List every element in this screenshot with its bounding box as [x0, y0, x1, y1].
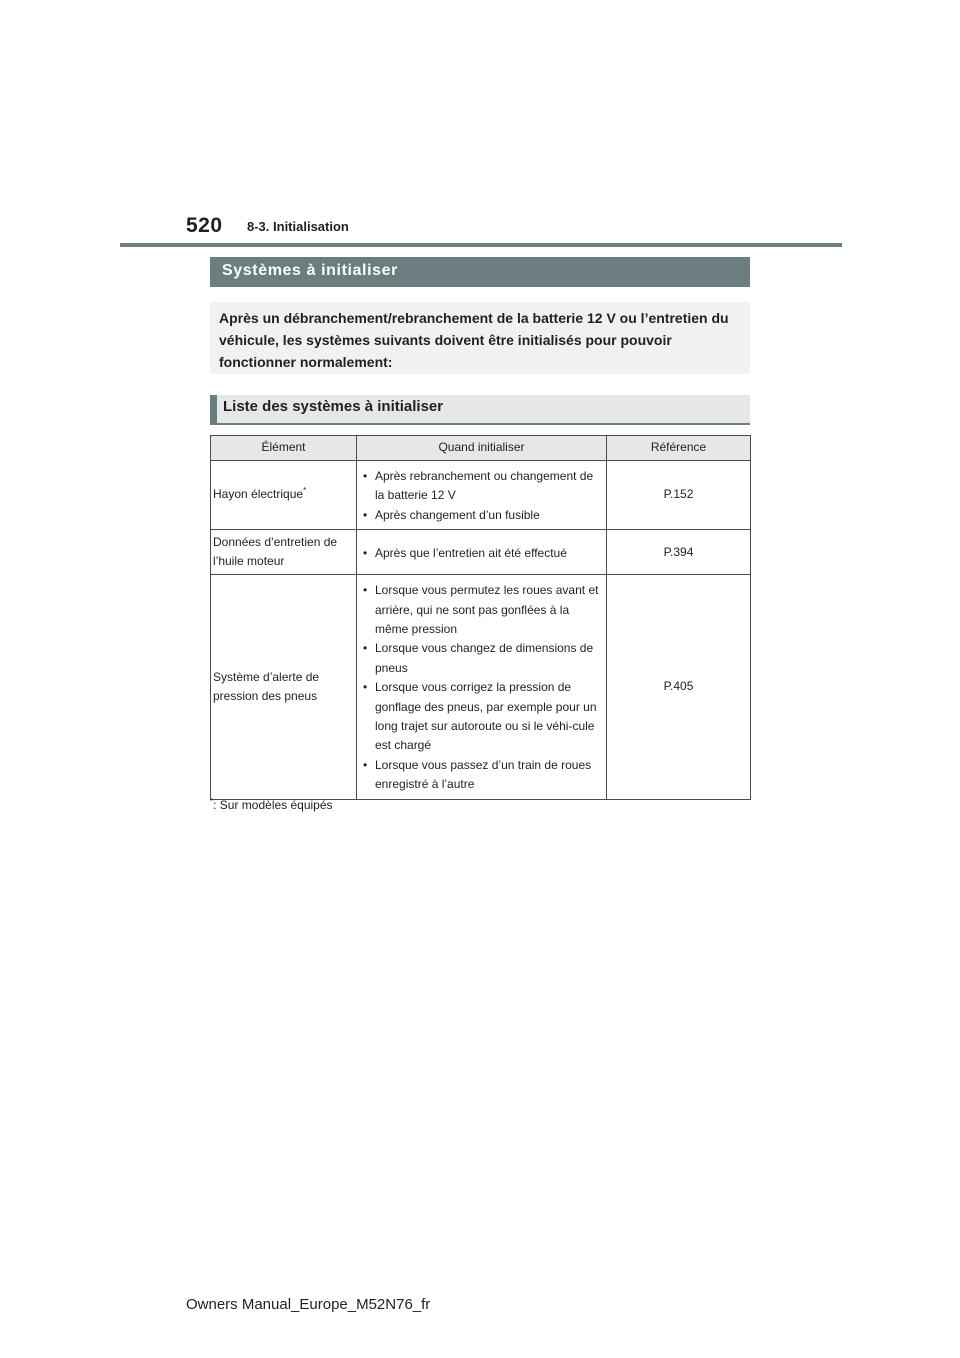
- element-cell: [211, 461, 357, 530]
- table-row: [211, 575, 751, 799]
- list-item: • Après rebranchement ou changement de la batterie 12 V: [361, 467, 602, 506]
- subsection-rule: [210, 423, 750, 425]
- section-label: 8-3. Initialisation: [247, 219, 349, 234]
- when-cell: [357, 530, 607, 575]
- when-cell: [357, 461, 607, 530]
- reference-cell: P.405: [607, 575, 751, 799]
- list-item: • Après changement d’un fusible: [361, 506, 602, 525]
- subsection-title: Liste des systèmes à initialiser: [210, 395, 750, 423]
- element-label: Système d’alerte de pression des pneus: [213, 669, 320, 703]
- footnote: [210, 797, 333, 812]
- page-number: 520: [186, 214, 223, 237]
- list-item: • Lorsque vous corrigez la pression de gonflage des pneus, par exemple pour un long trajet sur autoroute ou si le véhi-cule est chargé: [361, 678, 602, 756]
- table-header-row: [211, 436, 751, 461]
- reference-cell: P.394: [607, 530, 751, 575]
- when-cell: [357, 575, 607, 799]
- list-item: • Lorsque vous permutez les roues avant et arrière, qui ne sont pas gonflées à la même pression: [361, 581, 602, 639]
- header-reference: Référence: [607, 436, 751, 461]
- header-when: Quand initialiser: [357, 436, 607, 461]
- table-row: [211, 530, 751, 575]
- list-item: • Lorsque vous changez de dimensions de pneus: [361, 639, 602, 678]
- header-element: Élément: [211, 436, 357, 461]
- footnote-mark: *: [210, 797, 214, 806]
- reference-cell: P.152: [607, 461, 751, 530]
- list-item: • Après que l’entretien ait été effectué: [361, 544, 602, 563]
- table-row: [211, 461, 751, 530]
- element-cell: [211, 575, 357, 799]
- header-rule: [120, 243, 842, 247]
- footnote-marker: *: [303, 486, 307, 496]
- section-title: Systèmes à initialiser: [210, 257, 750, 287]
- element-cell: [211, 530, 357, 575]
- list-item: • Lorsque vous passez d’un train de roues enregistré à l’autre: [361, 756, 602, 795]
- footer-document-id: Owners Manual_Europe_M52N76_fr: [186, 1296, 431, 1313]
- intro-paragraph: Après un débranchement/rebranchement de la batterie 12 V ou l’entretien du véhicule, les systèmes suivants doivent être initialisés pour pouvoir fonctionner normalement:: [210, 302, 750, 374]
- footnote-text: : Sur modèles équipés: [213, 798, 333, 812]
- element-label: Hayon électrique: [213, 487, 304, 502]
- systems-table: [210, 435, 751, 800]
- element-label: Données d’entretien de l’huile moteur: [213, 534, 338, 569]
